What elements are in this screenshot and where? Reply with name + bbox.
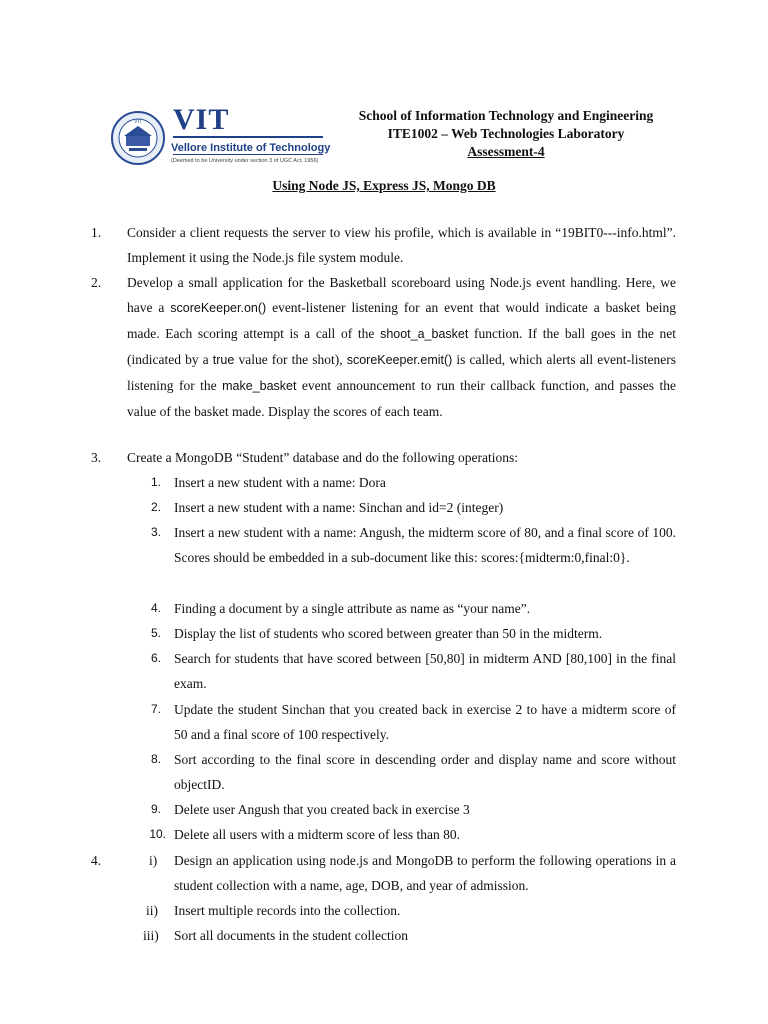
sub-item-text: Search for students that have scored between [50,80] in midterm AND [80,100] in the final exam. bbox=[174, 651, 676, 691]
text-run: event-listener listening for an event that would indicate a basket being made. Each scoring attempt is a call of the bbox=[127, 300, 676, 341]
text-run: function. If the ball goes in the net (indicated by a bbox=[127, 326, 676, 367]
question-number: 1. bbox=[91, 225, 102, 240]
sub-item-number: 6. bbox=[150, 651, 161, 665]
sub-item-text: Display the list of students who scored between greater than 50 in the midterm. bbox=[174, 626, 603, 641]
sub-item-number: 2. bbox=[150, 500, 161, 514]
sub-item-number: ii) bbox=[146, 903, 158, 918]
sub-item-text: Sort according to the final score in descending order and display name and score without objectID. bbox=[174, 752, 676, 792]
sub-item-text: Design an application using node.js and MongoDB to perform the following operations in a student collection with a name, age, DOB, and year of admission. bbox=[174, 853, 676, 893]
sub-item-number: 9. bbox=[150, 802, 161, 816]
vit-logo bbox=[109, 103, 331, 170]
sub-item-number: iii) bbox=[143, 928, 159, 943]
institute-name: Vellore Institute of Technology bbox=[171, 142, 331, 154]
sub-item-text: Insert a new student with a name: Angush, the midterm score of 80, and a final score of 100. Scores should be embedded in a sub-document like this: scores:{midterm:0,final:0}. bbox=[174, 525, 676, 565]
sub-item-text: Insert a new student with a name: Dora bbox=[174, 475, 386, 490]
sub-item-text: Delete all users with a midterm score of less than 80. bbox=[174, 827, 461, 842]
text-run: is called, which alerts all event-listeners listening for the bbox=[127, 352, 677, 393]
sub-item-number: 4. bbox=[150, 601, 161, 615]
sub-item-text: Sort all documents in the student collection bbox=[174, 928, 408, 943]
school-title: School of Information Technology and Engineering bbox=[358, 108, 654, 123]
code-term: shoot_a_basket bbox=[380, 327, 469, 341]
code-term: scoreKeeper.on() bbox=[170, 301, 267, 315]
sub-item-number: 3. bbox=[150, 525, 161, 539]
code-term: true bbox=[212, 353, 235, 367]
svg-text:VIT: VIT bbox=[134, 119, 142, 125]
code-term: make_basket bbox=[222, 379, 297, 393]
code-term: scoreKeeper.emit() bbox=[346, 353, 453, 367]
sub-item-number: 8. bbox=[150, 752, 161, 766]
institute-note: (Deemed to be University under section 3 of UGC Act, 1956) bbox=[171, 158, 319, 164]
text-run: Develop a small application for the Basketball scoreboard using Node.js event handling. Here, we have a bbox=[127, 275, 676, 315]
sub-item-number: 10. bbox=[149, 827, 166, 841]
sub-item-text: Finding a document by a single attribute as name as “your name”. bbox=[174, 601, 531, 616]
sub-item-number: i) bbox=[149, 853, 158, 868]
question-3-text: Create a MongoDB “Student” database and do the following operations: bbox=[127, 450, 519, 465]
logo-subtitle bbox=[171, 131, 331, 170]
assessment-title: Assessment-4 bbox=[467, 144, 545, 159]
course-title: ITE1002 – Web Technologies Laboratory bbox=[387, 126, 625, 141]
logo-wordmark: VIT bbox=[173, 103, 230, 136]
text-run: value for the shot), bbox=[234, 352, 347, 367]
sub-item-text: Insert a new student with a name: Sinchan and id=2 (integer) bbox=[174, 500, 504, 515]
question-number: 2. bbox=[91, 275, 102, 290]
sub-item-number: 7. bbox=[150, 702, 161, 716]
sub-item-number: 5. bbox=[150, 626, 161, 640]
text-run: event announcement to run their callback function, and passes the value of the basket made. Display the scores of each team. bbox=[127, 378, 676, 419]
question-2-text bbox=[127, 270, 676, 424]
sub-item-text: Insert multiple records into the collection. bbox=[174, 903, 401, 918]
question-number: 3. bbox=[91, 450, 102, 465]
sub-item-text: Update the student Sinchan that you created back in exercise 2 to have a midterm score of 50 and a final score of 100 respectively. bbox=[174, 702, 676, 742]
sub-item-number: 1. bbox=[150, 475, 161, 489]
question-number: 4. bbox=[91, 853, 102, 868]
subject-heading: Using Node JS, Express JS, Mongo DB bbox=[272, 178, 496, 193]
question-1-text: Consider a client requests the server to view his profile, which is available in “19BIT0---info.html”. Implement it using the Node.js file system module. bbox=[127, 225, 676, 265]
sub-item-text: Delete user Angush that you created back in exercise 3 bbox=[174, 802, 470, 817]
